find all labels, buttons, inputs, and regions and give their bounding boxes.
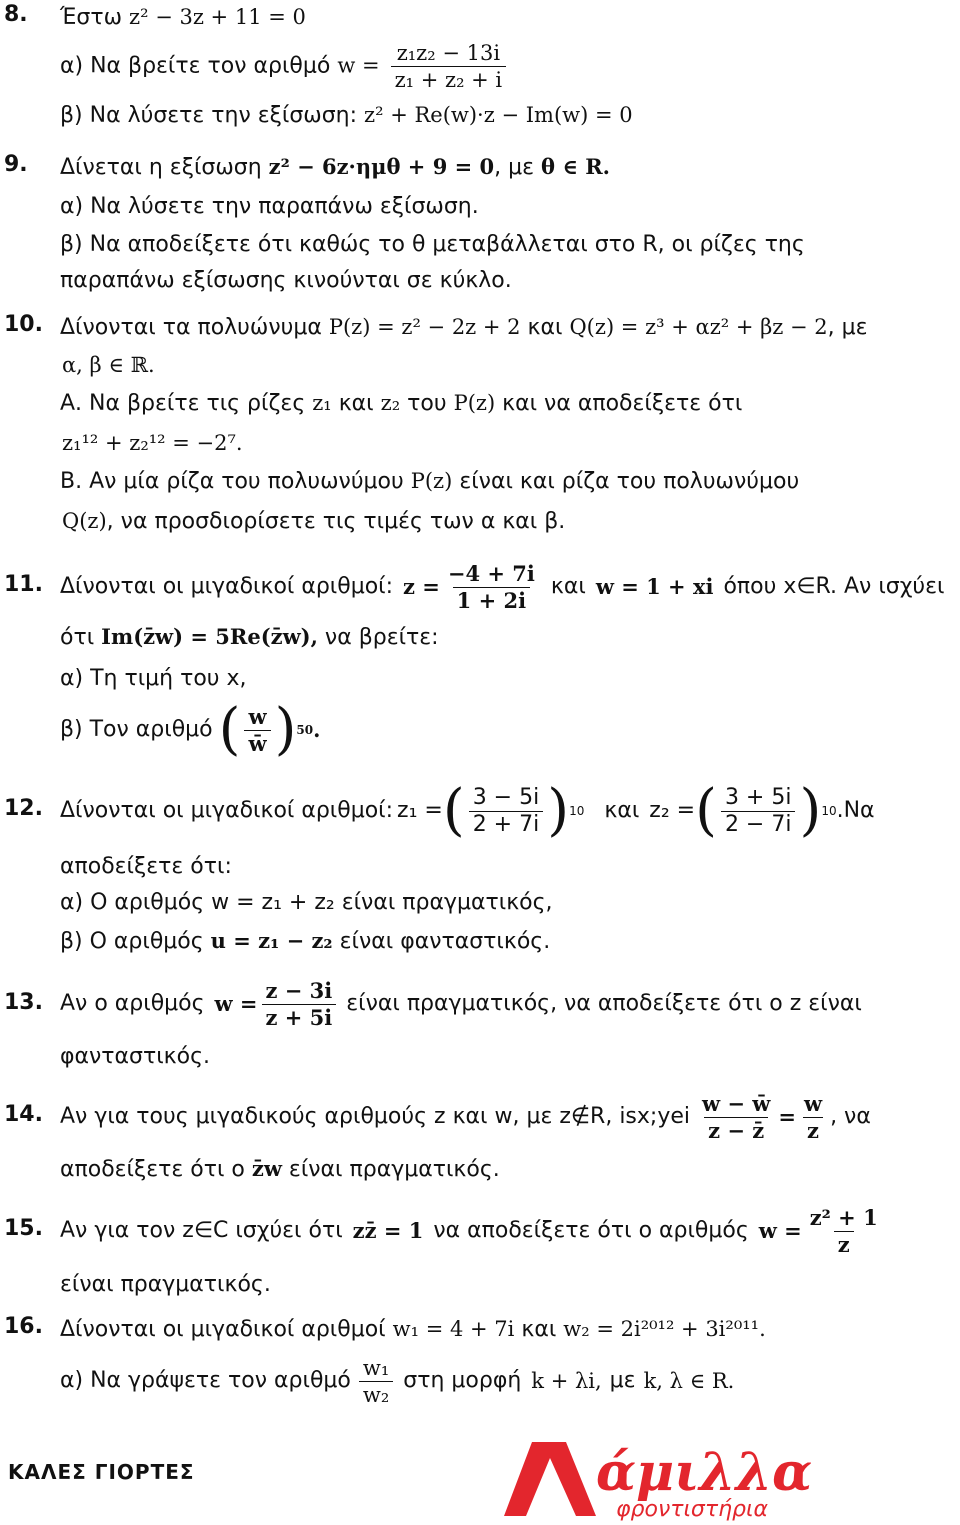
text: να βρείτε: [324, 625, 439, 650]
equation-lhs: w = [758, 1218, 802, 1243]
problem-number: 12. [4, 796, 43, 821]
text: β) Ο αριθμός [60, 929, 204, 954]
fraction [698, 1091, 774, 1144]
numerator: 3 − 5i [472, 784, 540, 810]
text: και [604, 798, 640, 823]
polynomial-ref: P(z) [453, 391, 496, 415]
text: να αποδείξετε ότι ο αριθμός [433, 1218, 749, 1243]
problem-9-b-line1: β) Να αποδείξετε ότι καθώς το θ μεταβάλλεται στο R, οι ρίζες της [60, 232, 805, 257]
text: Β. Αν μία ρίζα του πολυωνύμου [60, 469, 404, 494]
denominator: 1 + 2i [453, 587, 530, 614]
text: Δίνεται η εξίσωση [60, 155, 262, 180]
equation: w₁ = 4 + 7i [392, 1317, 515, 1341]
numerator: z² + 1 [809, 1204, 878, 1230]
text: είναι φανταστικός. [339, 929, 551, 954]
left-paren: ( [695, 778, 717, 843]
text: , με [494, 155, 535, 180]
fraction [359, 1355, 393, 1408]
denominator: z − z̄ [704, 1117, 768, 1144]
fraction [244, 704, 270, 757]
denominator: 2 − 7i [721, 811, 796, 838]
root-z1: z₁ [312, 391, 332, 415]
fraction [806, 1205, 882, 1258]
denominator: z₁ + z₂ + i [391, 66, 507, 93]
text: με [609, 1368, 636, 1393]
problem-12-b [60, 926, 550, 957]
expression: k + λi, [531, 1369, 602, 1393]
text: α) Να βρείτε τον αριθμό [60, 53, 331, 79]
condition: k, λ ∈ R. [643, 1369, 735, 1393]
text: Δίνονται οι μιγαδικοί αριθμοί: [60, 574, 394, 599]
fraction [262, 978, 337, 1031]
problem-9-b-line2: παραπάνω εξίσωσης κινούνται σε κύκλο. [60, 268, 512, 293]
problem-12-intro [60, 776, 875, 846]
denominator: z [803, 1117, 823, 1144]
text: Δίνονται οι μιγαδικοί αριθμοί [60, 1317, 386, 1342]
text: και να αποδείξετε ότι [502, 391, 743, 416]
polynomial-ref: Q(z) [62, 509, 107, 533]
numerator: −4 + 7i [447, 560, 535, 586]
text: .Να [836, 798, 875, 823]
text: Έστω [60, 5, 123, 30]
problem-14-intro [60, 1086, 871, 1148]
text: είναι πραγματικός. [288, 1157, 500, 1182]
logo-sub-text: φροντιστήρια [616, 1497, 768, 1522]
equals-sign: = [778, 1104, 796, 1129]
problem-number: 15. [4, 1216, 43, 1241]
text: β) Τον αριθμό [60, 717, 213, 742]
text: Δίνονται οι μιγαδικοί αριθμοί: [60, 798, 394, 823]
exponent: 50 [296, 723, 314, 737]
problem-9-intro [60, 152, 610, 183]
problem-8-intro [60, 2, 306, 33]
problem-8-b [60, 100, 633, 131]
text: , να προσδιορίσετε τις τιμές των α και β. [106, 509, 566, 534]
problem-number: 14. [4, 1102, 43, 1127]
left-paren: ( [442, 778, 465, 843]
fraction [391, 40, 507, 93]
power-expression [442, 778, 585, 843]
text: και [550, 574, 586, 599]
fraction [444, 561, 539, 614]
exponent: 10 [569, 804, 585, 818]
equation-lhs: w = [214, 991, 258, 1016]
power-expression [695, 778, 837, 843]
power-expression [218, 697, 314, 762]
problem-number: 8. [4, 2, 28, 27]
polynomial-ref: P(z) [410, 469, 453, 493]
logo-main-text: άμιλλα [596, 1442, 813, 1503]
equation: w₂ = 2i²⁰¹² + 3i²⁰¹¹. [563, 1317, 766, 1341]
equation: z² + Re(w)·z − Im(w) = 0 [364, 103, 633, 127]
fraction [469, 785, 544, 838]
problem-number: 10. [4, 312, 43, 337]
problem-10-intro [60, 312, 868, 343]
text: Αν για τους μιγαδικούς αριθμούς z και w, με z∉R, isx;yei [60, 1104, 690, 1129]
equation: z² − 3z + 11 = 0 [129, 5, 306, 29]
problem-12-a [60, 888, 553, 918]
problem-16-intro [60, 1314, 766, 1345]
right-paren: ) [274, 697, 297, 762]
problem-number: 9. [4, 152, 28, 177]
text: , να [830, 1104, 871, 1129]
numerator: w₁ [362, 1355, 390, 1380]
text: είναι και ρίζα του πολυωνύμου [459, 469, 800, 494]
right-paren: ) [547, 778, 570, 843]
text: α) Ο αριθμός [60, 890, 205, 915]
problem-10-A [60, 388, 742, 419]
problem-10-condition [62, 350, 155, 381]
text: β) Να λύσετε την εξίσωση: [60, 103, 358, 128]
logo-a-mark [504, 1442, 596, 1516]
condition: zz̄ = 1 [352, 1218, 424, 1243]
text: Αν ο αριθμός [60, 991, 205, 1016]
problem-13-intro [60, 972, 862, 1036]
equation: w = 1 + xi [595, 574, 714, 599]
equation: z₁¹² + z₂¹² = −2⁷. [62, 431, 243, 455]
text: Αν για τον z∈C ισχύει ότι [60, 1218, 343, 1243]
exponent: 10 [821, 804, 837, 818]
condition: α, β ∈ ℝ. [62, 353, 155, 377]
problem-10-B-line2 [62, 506, 565, 537]
text: και [521, 1317, 557, 1342]
equation-lhs: z₁ = [397, 798, 443, 823]
problem-16-a [60, 1350, 734, 1412]
left-paren: ( [218, 697, 241, 762]
text: ότι [60, 625, 95, 650]
equation: w = z₁ + z₂ [211, 890, 335, 915]
footer-greeting: ΚΑΛΕΣ ΓΙΟΡΤΕΣ [8, 1460, 195, 1484]
denominator: w̄ [244, 730, 270, 757]
problem-number: 13. [4, 990, 43, 1015]
problem-15-end: είναι πραγματικός. [60, 1272, 271, 1297]
fraction [721, 785, 796, 838]
problem-11-b [60, 694, 320, 766]
equation-lhs: z = [403, 574, 440, 599]
polynomial-p: P(z) = z² − 2z + 2 [328, 315, 521, 339]
problem-11-intro [60, 556, 945, 618]
denominator: 2 + 7i [469, 811, 544, 838]
text: . [313, 717, 321, 742]
problem-14-line2 [60, 1154, 500, 1185]
equation-lhs: w = [337, 53, 380, 78]
problem-number: 16. [4, 1314, 43, 1339]
text: και [338, 391, 374, 416]
problem-11-a: α) Τη τιμή του x, [60, 666, 247, 691]
text: είναι πραγματικός, [341, 890, 553, 915]
right-paren: ) [799, 778, 822, 843]
fraction [800, 1091, 826, 1144]
problem-10-B [60, 466, 799, 497]
problem-15-intro [60, 1198, 886, 1264]
text: είναι πραγματικός, να αποδείξετε ότι ο z είναι [346, 991, 862, 1016]
text: αποδείξετε ότι ο [60, 1157, 245, 1182]
problem-12-prove: αποδείξετε ότι: [60, 854, 232, 879]
problem-13-end: φανταστικός. [60, 1044, 211, 1069]
numerator: 3 + 5i [724, 784, 792, 810]
equation: z² − 6z·ημθ + 9 = 0 [268, 154, 495, 179]
expression: z̄w [251, 1156, 282, 1181]
text: στη μορφή [403, 1368, 522, 1393]
condition: θ ∈ R. [541, 154, 610, 179]
text: και [527, 315, 563, 340]
problem-11-condition [60, 622, 439, 653]
problem-10-A-equation [62, 428, 243, 459]
condition: Im(z̄w) = 5Re(z̄w), [101, 624, 318, 649]
equation-lhs: z₂ = [649, 798, 696, 823]
denominator: w₂ [359, 1381, 393, 1408]
numerator: z − 3i [265, 977, 333, 1003]
text: Α. Να βρείτε τις ρίζες [60, 391, 306, 416]
numerator: w [248, 703, 267, 729]
text: Δίνονται τα πολυώνυμα [60, 315, 322, 340]
polynomial-q: Q(z) = z³ + αz² + βz − 2 [569, 315, 828, 339]
text: , με [827, 315, 868, 340]
root-z2: z₂ [380, 391, 401, 415]
text: του [407, 391, 447, 416]
numerator: w [803, 1090, 823, 1116]
text: όπου x∈R. Αν ισχύει [723, 574, 945, 599]
problem-number: 11. [4, 572, 43, 597]
equation: u = z₁ − z₂ [210, 928, 333, 953]
denominator: z [834, 1231, 854, 1258]
amilla-logo [496, 1436, 926, 1522]
problem-8-a [60, 40, 510, 93]
denominator: z + 5i [262, 1004, 337, 1031]
numerator: z₁z₂ − 13i [396, 41, 501, 65]
text: α) Να γράψετε τον αριθμό [60, 1368, 351, 1393]
numerator: w − w̄ [702, 1090, 771, 1116]
problem-9-a: α) Να λύσετε την παραπάνω εξίσωση. [60, 194, 479, 219]
